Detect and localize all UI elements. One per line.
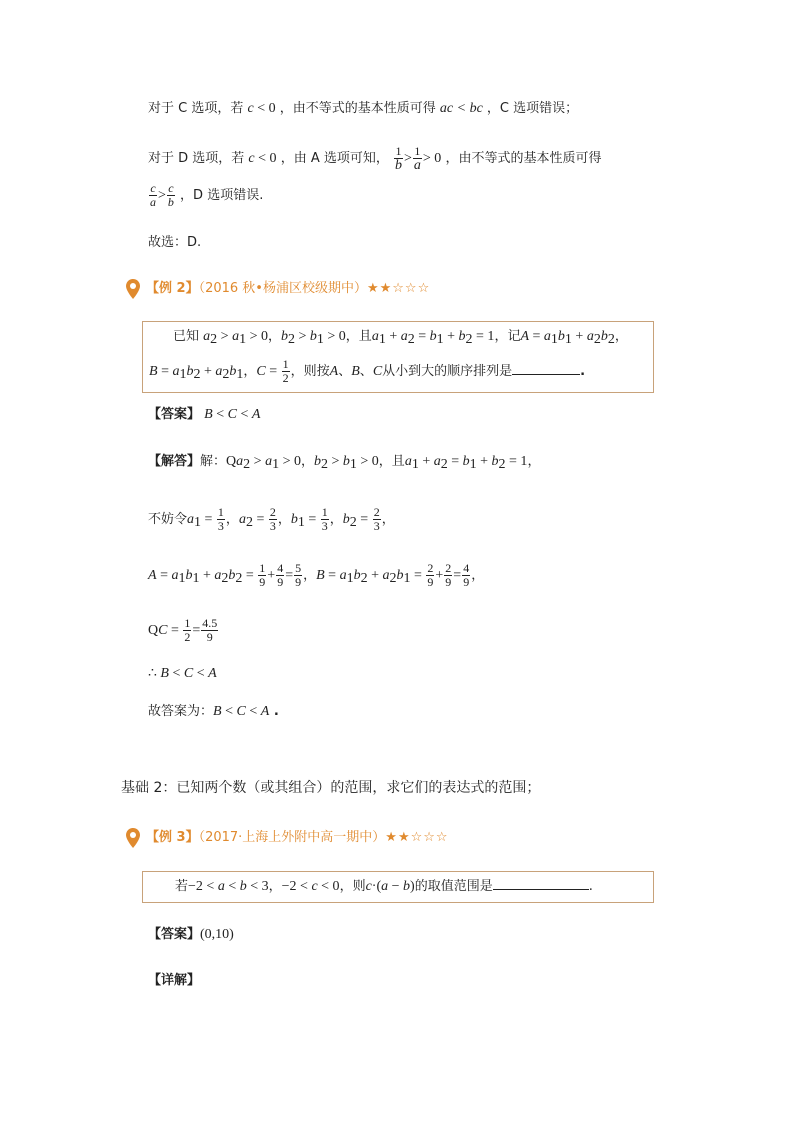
answer-choice: 故选：D. xyxy=(148,235,202,250)
fraction: $\frac{1}{b}$ xyxy=(395,144,402,173)
answer-value: (0,10) xyxy=(200,927,234,942)
solution-line-c: 对于 C 选项，若 c < 0 ，由不等式的基本性质可得 ac < bc ，C 选项错误； xyxy=(148,101,579,116)
computed-a-b: $A = a_1b_1 + a_2b_2$ = $\frac{1}{9}$ + $\frac{4}{9}$ = $\frac{5}{9}$ ，$B = a_1b_2 + a_2b_1$ = $\frac{2}{9}$ + $\frac{2}{9}$ = $\frac{4}{9}$ ， xyxy=(148,561,485,589)
example-title: 【例 3】 xyxy=(146,830,199,845)
text: ，C 选项错误； xyxy=(486,101,579,116)
example-source: （2017·上海上外附中高一期中） xyxy=(198,830,386,845)
difficulty-stars: ★★☆☆☆ xyxy=(366,281,431,296)
therefore-line: ∴ B < C < A xyxy=(148,666,217,681)
solution-line-d: 对于 D 选项，若 c < 0 ，由 A 选项可知， $\frac{1}{b}$ > $\frac{1}{a}$ > 0 ，由不等式的基本性质可得 xyxy=(148,144,602,173)
answer-2: 【答案】 B < C < A xyxy=(148,407,261,422)
answer-blank[interactable] xyxy=(512,362,580,375)
text: 对于 C 选项，若 xyxy=(148,101,244,116)
final-answer: 故答案为：B < C < A . xyxy=(148,704,279,719)
text: ，由不等式的基本性质可得 xyxy=(445,151,602,166)
fraction: $\frac{c}{b}$ xyxy=(167,181,174,209)
fraction: $\frac{1}{a}$ xyxy=(413,144,421,173)
answer-label: 【答案】 xyxy=(148,927,201,942)
question-line-1: 已知 $a_2 > a_1 > 0$，$b_2 > b_1 > 0$，且$a_1 + a_2 = b_1 + b_2 = 1$，记$A = a_1b_1 + a_2b_2$， xyxy=(173,329,628,347)
question-line: 若−2 < a < b < 3，−2 < c < 0，则c·(a − b)的取值范围是 . xyxy=(175,879,593,894)
example-2-header xyxy=(146,279,430,299)
example-title: 【例 2】 xyxy=(146,281,199,296)
text: ，D 选项错误. xyxy=(180,188,264,203)
text: ，由不等式的基本性质可得 xyxy=(279,101,436,116)
example-3-header xyxy=(146,828,449,848)
solution-2: 【解答】解：$Qa_2 > a_1 > 0$，$b_2 > b_1 > 0$，且$a_1 + a_2 = b_1 + b_2 = 1$， xyxy=(148,454,541,472)
section-heading: 基础 2：已知两个数（或其组合）的范围，求它们的表达式的范围； xyxy=(121,780,541,796)
difficulty-stars: ★★☆☆☆ xyxy=(385,830,449,845)
math: c xyxy=(247,101,254,116)
question-box xyxy=(142,871,654,903)
example-source: （2016 秋•杨浦区校级期中） xyxy=(198,281,367,296)
answer-3 xyxy=(148,925,234,945)
detail-label: 【详解】 xyxy=(148,973,201,988)
solution-label: 【解答】 xyxy=(148,454,201,469)
question-box xyxy=(142,321,654,393)
answer-blank[interactable] xyxy=(493,877,589,890)
solution-line-d2: $\frac{c}{a}$ > $\frac{c}{b}$ ，D 选项错误. xyxy=(150,181,264,209)
location-pin-icon xyxy=(126,828,140,852)
let-values: 不妨令$a_1$ = $\frac{1}{3}$ ，$a_2$ = $\frac{2}{3}$ ，$b_1$ = $\frac{1}{3}$ ，$b_2$ = $\frac{2}{3}$ ， xyxy=(148,505,395,533)
answer-label: 【答案】 xyxy=(148,407,201,422)
computed-c: QC = $\frac{1}{2}$ = $\frac{4.5}{9}$ xyxy=(148,616,218,644)
fraction: $\frac{c}{a}$ xyxy=(150,181,156,209)
text: ，由 A 选项可知， xyxy=(280,151,389,166)
question-line-2: $B = a_1b_2 + a_2b_1$，C = $\frac{1}{2}$ ，则按A、B、C从小到大的顺序排列是 . xyxy=(149,357,586,385)
math: ac < bc xyxy=(439,101,483,116)
text: 对于 D 选项，若 xyxy=(148,151,245,166)
location-pin-icon xyxy=(126,279,140,303)
